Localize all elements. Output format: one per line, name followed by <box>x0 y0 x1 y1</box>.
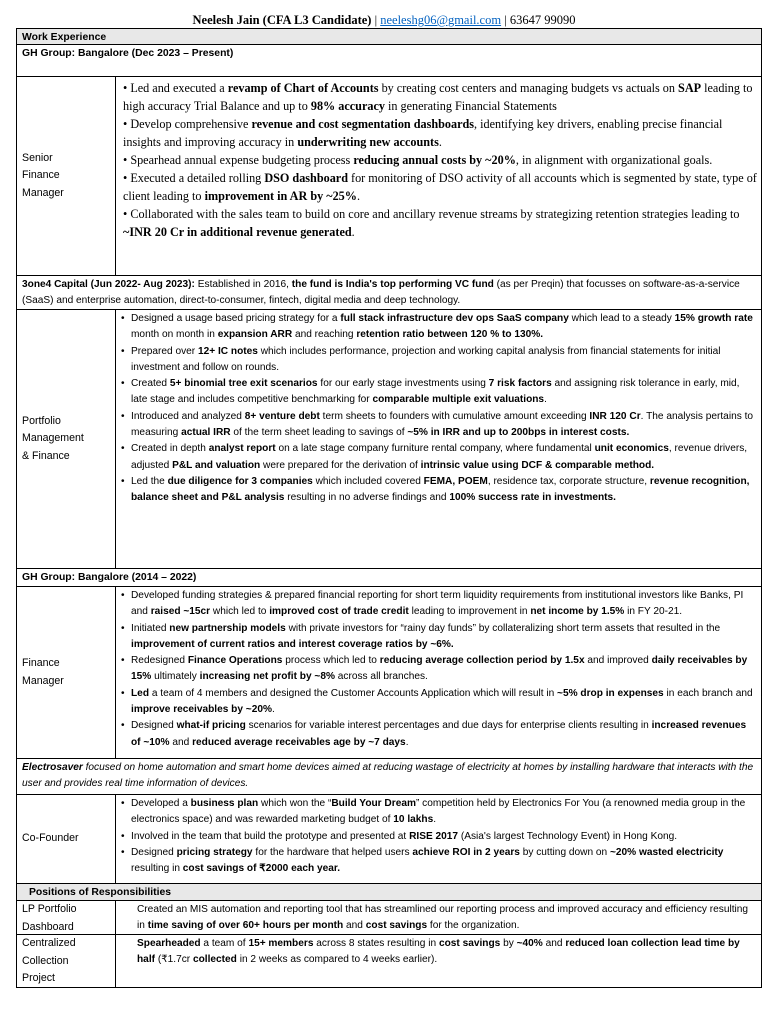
phone-number: 63647 99090 <box>509 13 576 27</box>
text-run: for our early stage investments using <box>317 378 489 390</box>
text-run: reducing average collection period by 1.5x <box>379 655 585 667</box>
text-run: pricing strategy <box>176 846 253 858</box>
bullet-list <box>117 310 761 507</box>
text-run: . <box>438 135 442 149</box>
role-label <box>17 77 116 275</box>
bullet-item <box>121 441 757 474</box>
text-run: revenue and cost segmentation dashboards <box>251 117 475 131</box>
text-run: cost savings <box>365 920 428 932</box>
text-run: month on month in <box>131 329 218 341</box>
role-label-line: Finance <box>22 657 60 669</box>
resume-header <box>0 12 768 28</box>
text-run: revenue recognition, balance sheet and P&L analysis <box>131 475 750 504</box>
role-label-text <box>22 655 64 690</box>
text-run: in 2 weeks as compared to 4 weeks earlier). <box>236 954 438 966</box>
email-link[interactable]: neeleshg06@gmail.com <box>380 13 502 27</box>
text-run: Created an MIS automation and reporting tool that has streamlined our reporting process and improved accuracy and efficiency resulting in <box>137 904 749 932</box>
text-run: Developed funding strategies & prepared financial reporting for short term liquidity requirements from institutional investors like Banks, PI and <box>131 590 744 618</box>
text-run: which lead to a steady <box>568 313 675 324</box>
text-run: Finance Operations <box>187 655 283 667</box>
text-run: scenarios for variable interest percentages and due days for enterprise clients resulting in <box>245 720 652 732</box>
text-run: increased revenues of ~10% <box>131 720 747 748</box>
text-run: ultimately <box>151 671 200 683</box>
role-label-line: Centralized <box>22 937 76 949</box>
text-run: cost savings of ₹2000 each year. <box>182 863 341 875</box>
bullet-item <box>123 169 757 205</box>
role-label-line: Management <box>22 432 84 445</box>
bullet-item <box>123 79 757 115</box>
role-label-line: & Finance <box>22 449 70 462</box>
role-label <box>17 587 116 758</box>
role-details <box>117 310 761 568</box>
text-run: Created <box>131 378 170 390</box>
bullet-item <box>121 845 757 878</box>
role-label-line: Co-Founder <box>22 832 79 845</box>
text-run: in each branch and <box>663 687 753 699</box>
text-run: . <box>356 189 360 203</box>
role-finance-manager <box>17 587 761 759</box>
text-run: improvement of current ratios and interest coverage ratios by ~6%. <box>131 638 454 650</box>
role-label-text <box>22 901 77 936</box>
text-run: and <box>542 938 566 949</box>
text-run: Designed <box>131 846 177 858</box>
bullet-item <box>121 344 757 377</box>
text-run: unit economics <box>594 443 669 455</box>
section-positions <box>17 884 761 901</box>
text-run: term sheets to founders with cumulative amount exceeding <box>319 410 590 422</box>
text-run: collected <box>192 954 237 966</box>
role-label-line: LP Portfolio <box>22 903 77 915</box>
text-run: full stack infrastructure dev ops SaaS company <box>340 313 569 324</box>
header-separator: | <box>371 13 381 27</box>
text-run: across all branches. <box>334 671 428 683</box>
text-run: reducing annual costs by ~20% <box>353 153 516 167</box>
text-run: by creating cost centers and managing budgets vs actuals on <box>378 81 679 95</box>
text-run: • Executed a detailed rolling <box>123 171 265 185</box>
text-run: resulting in <box>131 863 183 875</box>
role-label <box>17 310 116 568</box>
text-run: daily receivables by 15% <box>131 655 748 683</box>
role-label-line: Finance <box>22 169 60 182</box>
text-run: and reaching <box>292 329 357 341</box>
role-label-line: Collection <box>22 954 69 967</box>
text-run: revamp of Chart of Accounts <box>227 81 379 95</box>
text-run: DSO dashboard <box>264 171 348 185</box>
text-run: and improved <box>584 655 652 667</box>
company-gh-group-current <box>17 45 761 77</box>
text-run: new partnership models <box>169 622 286 634</box>
text-run: Designed a usage based pricing strategy for a <box>131 313 341 324</box>
text-run: analyst report <box>208 443 276 455</box>
role-senior-finance-manager <box>17 77 761 276</box>
company-text: Established in 2016, <box>194 279 292 290</box>
text-run: for the hardware that helped users <box>252 846 413 858</box>
text-run: , revenue drivers, adjusted <box>131 443 748 471</box>
bullet-item <box>121 376 757 409</box>
text-run: improve receivables by ~20% <box>131 704 272 716</box>
text-run: ~40% <box>516 938 543 949</box>
bullet-item <box>121 718 757 751</box>
text-run: which won the “ <box>258 798 332 809</box>
bullet-item <box>121 796 757 829</box>
bullet-list <box>117 795 761 877</box>
bullet-item <box>121 474 757 507</box>
bullet-item <box>123 151 757 169</box>
text-run: retention ratio between 120 % to 130%. <box>356 329 544 341</box>
role-co-founder <box>17 795 761 884</box>
section-title: Work Experience <box>22 32 107 43</box>
text-run: leading to improvement in <box>408 606 531 618</box>
text-run: Redesigned <box>131 655 188 667</box>
text-run: , in alignment with organizational goals. <box>515 153 713 167</box>
section-title: Positions of Responsibilities <box>29 887 172 898</box>
role-label-text <box>22 413 84 466</box>
text-run: achieve ROI in 2 years <box>412 846 520 858</box>
role-details <box>117 77 761 275</box>
text-run: Created in depth <box>131 443 209 455</box>
text-run: 15+ members <box>248 938 314 949</box>
text-run: by <box>500 938 517 949</box>
text-run: (₹1.7cr <box>155 954 193 966</box>
position-text <box>117 901 761 935</box>
bullet-item <box>121 588 757 621</box>
bullet-item <box>121 829 757 845</box>
text-run: on a late stage company furniture rental company, where fundamental <box>275 443 595 455</box>
text-run: . <box>405 736 409 748</box>
bullet-item <box>121 686 757 719</box>
text-run: and <box>343 920 366 932</box>
company-description <box>17 759 761 793</box>
text-run: Designed <box>131 720 177 732</box>
text-run: Prepared over <box>131 345 198 357</box>
company-description <box>17 276 761 310</box>
text-run: time saving of over 60+ hours per month <box>147 920 344 932</box>
bullet-item <box>121 653 757 686</box>
company-3one4-capital <box>17 276 761 310</box>
text-run: ~INR 20 Cr in additional revenue generated <box>123 225 352 239</box>
company-text: (as per Preqin) that focusses on software-as-a-service (SaaS) and enterprise automation, direct-to-consumer, fintech, digital media and deep technology. <box>22 279 740 307</box>
company-title: GH Group: Bangalore (2014 – 2022) <box>22 572 197 583</box>
bullet-item <box>121 311 757 344</box>
text-run: for the organization. <box>427 920 520 932</box>
text-run: were prepared for the derivation of <box>260 459 421 471</box>
text-run: of the term sheet leading to savings of <box>230 427 408 439</box>
text-run: • Spearhead annual expense budgeting process <box>123 153 354 167</box>
company-text: focused on home automation and smart home devices aimed at reducing wastage of electricity at homes by installing hardware that interacts with the user and provides real time information of devices. <box>22 762 754 790</box>
text-run: . <box>351 225 355 239</box>
role-label-line: Manager <box>22 186 64 199</box>
bullet-list <box>117 587 761 751</box>
text-run: raised ~15cr <box>150 606 211 618</box>
text-run: 100% success rate in investments. <box>449 492 616 504</box>
text-run: 98% accuracy <box>310 99 385 113</box>
text-run: Initiated <box>131 622 170 634</box>
text-run: reduced average receivables age by ~7 days <box>192 736 406 748</box>
text-run: which included covered <box>312 475 424 487</box>
text-run: Led the <box>131 475 168 487</box>
text-run: and assigning risk tolerance in early, mid, late stage and includes competitive benchmarking for <box>131 378 740 406</box>
company-electrosaver <box>17 759 761 795</box>
text-run: Spearheaded <box>137 938 201 949</box>
text-run: 10 lakhs <box>393 814 434 826</box>
role-label <box>17 795 116 883</box>
role-label-text <box>22 935 76 988</box>
text-run: net income by 1.5% <box>530 606 625 618</box>
role-label-line: Portfolio <box>22 414 61 427</box>
text-run: . <box>272 704 275 716</box>
text-run: in FY 20-21. <box>624 606 683 618</box>
bullet-list <box>117 77 761 241</box>
company-title: 3one4 Capital (Jun 2022- Aug 2023): <box>22 279 195 290</box>
text-run: 5+ binomial tree exit scenarios <box>169 378 318 390</box>
text-run: 15% growth rate <box>674 313 753 324</box>
text-run: P&L and valuation <box>172 459 261 471</box>
text-run: , residence tax, corporate structure, <box>487 475 650 487</box>
text-run: across 8 states resulting in <box>313 938 439 949</box>
role-details <box>117 587 761 758</box>
text-run: Led <box>131 687 150 699</box>
text-run: and <box>169 736 193 748</box>
text-run: RISE 2017 <box>409 830 459 842</box>
text-run: increasing net profit by ~8% <box>199 671 335 683</box>
role-label-text <box>22 150 64 203</box>
text-run: a team of <box>200 938 249 949</box>
role-label <box>17 935 116 987</box>
text-run: • Develop comprehensive <box>123 117 252 131</box>
role-label-line: Senior <box>22 151 53 164</box>
position-lp-portfolio <box>17 901 761 935</box>
text-run: a team of 4 members and designed the Customer Accounts Application which will result in <box>149 687 558 699</box>
text-run: 8+ venture debt <box>244 410 320 422</box>
role-label-text <box>22 830 79 848</box>
text-run: business plan <box>190 798 259 809</box>
text-run: improved cost of trade credit <box>269 606 409 618</box>
text-run: Involved in the team that build the prototype and presented at <box>131 830 410 842</box>
company-title: GH Group: Bangalore (Dec 2023 – Present) <box>22 48 234 59</box>
text-run: what-if pricing <box>176 720 246 732</box>
text-run: in generating Financial Statements <box>384 99 557 113</box>
position-text <box>117 935 761 969</box>
text-run: improvement in AR by ~25% <box>204 189 357 203</box>
position-centralized-collection <box>17 935 761 987</box>
candidate-name: Neelesh Jain (CFA L3 Candidate) <box>192 13 372 27</box>
text-run: . The analysis pertains to measuring <box>131 410 754 439</box>
text-run: (Asia's largest Technology Event) in Hong Kong. <box>458 830 678 842</box>
role-label-line: Manager <box>22 674 64 687</box>
role-label-line: Dashboard <box>22 920 74 933</box>
text-run: due diligence for 3 companies <box>167 475 313 487</box>
header-separator: | <box>501 13 510 27</box>
text-run: , identifying key drivers, enabling precise financial insights and improving accuracy in <box>123 117 723 149</box>
text-run: ~5% in IRR and up to 200bps in interest costs. <box>407 427 630 439</box>
text-run: intrinsic value using DCF & comparable method. <box>420 459 655 471</box>
bullet-item <box>123 115 757 151</box>
bullet-item <box>123 205 757 241</box>
text-run: reduced loan collection lead time by half <box>137 938 740 966</box>
resume-table <box>16 28 762 988</box>
text-run: for monitoring of DSO activity of all accounts which is segmented by state, type of client leading to <box>123 171 757 203</box>
role-label-line: Project <box>22 972 55 984</box>
text-run: • Led and executed a <box>123 81 228 95</box>
text-run: SAP <box>678 81 702 95</box>
bullet-item <box>121 621 757 654</box>
role-portfolio-management <box>17 310 761 569</box>
text-run: which led to <box>210 606 270 618</box>
text-run: cost savings <box>438 938 501 949</box>
text-run: 7 risk factors <box>488 378 552 390</box>
text-run: FEMA, POEM <box>423 475 488 487</box>
text-run: underwriting new accounts <box>297 135 439 149</box>
company-gh-group-past <box>17 569 761 587</box>
position-details <box>117 935 761 987</box>
text-run: ” competition held by Electronics For You (a renowned media group in the electronics space) and was rewarded marketing budget of <box>131 798 746 826</box>
text-run: ~20% wasted electricity <box>609 846 724 858</box>
role-details <box>117 795 761 883</box>
text-run: . <box>544 394 547 406</box>
text-run: Introduced and analyzed <box>131 410 245 422</box>
text-run: expansion ARR <box>217 329 293 341</box>
text-run: leading to high accuracy Trial Balance and up to <box>123 81 753 113</box>
text-run: Build Your Dream <box>331 798 416 809</box>
section-work-experience <box>17 29 761 45</box>
text-run: comparable multiple exit valuations <box>372 394 545 406</box>
position-details <box>117 901 761 934</box>
text-run: 12+ IC notes <box>197 345 258 357</box>
text-run: ~5% drop in expenses <box>557 687 664 699</box>
text-run: actual IRR <box>181 427 231 439</box>
bullet-item <box>121 409 757 442</box>
text-run: INR 120 Cr <box>589 410 641 422</box>
text-run: with private investors for “rainy day funds” by collateralizing short term assets that resulted in the <box>285 622 721 634</box>
text-run: resulting in no adverse findings and <box>284 492 450 504</box>
role-label <box>17 901 116 934</box>
company-title: Electrosaver <box>22 762 83 773</box>
text-run: process which led to <box>282 655 380 667</box>
text-run: which includes performance, projection and working capital analysis from financial statements for initial investment and follow on rounds. <box>131 345 721 373</box>
text-run: Developed a <box>131 798 191 809</box>
text-run: by cutting down on <box>519 846 610 858</box>
text-run: • Collaborated with the sales team to build on core and ancillary revenue streams by strategizing retention strategies leading to <box>123 207 740 221</box>
text-run: . <box>433 814 437 826</box>
company-text: the fund is India's top performing VC fund <box>291 279 494 290</box>
